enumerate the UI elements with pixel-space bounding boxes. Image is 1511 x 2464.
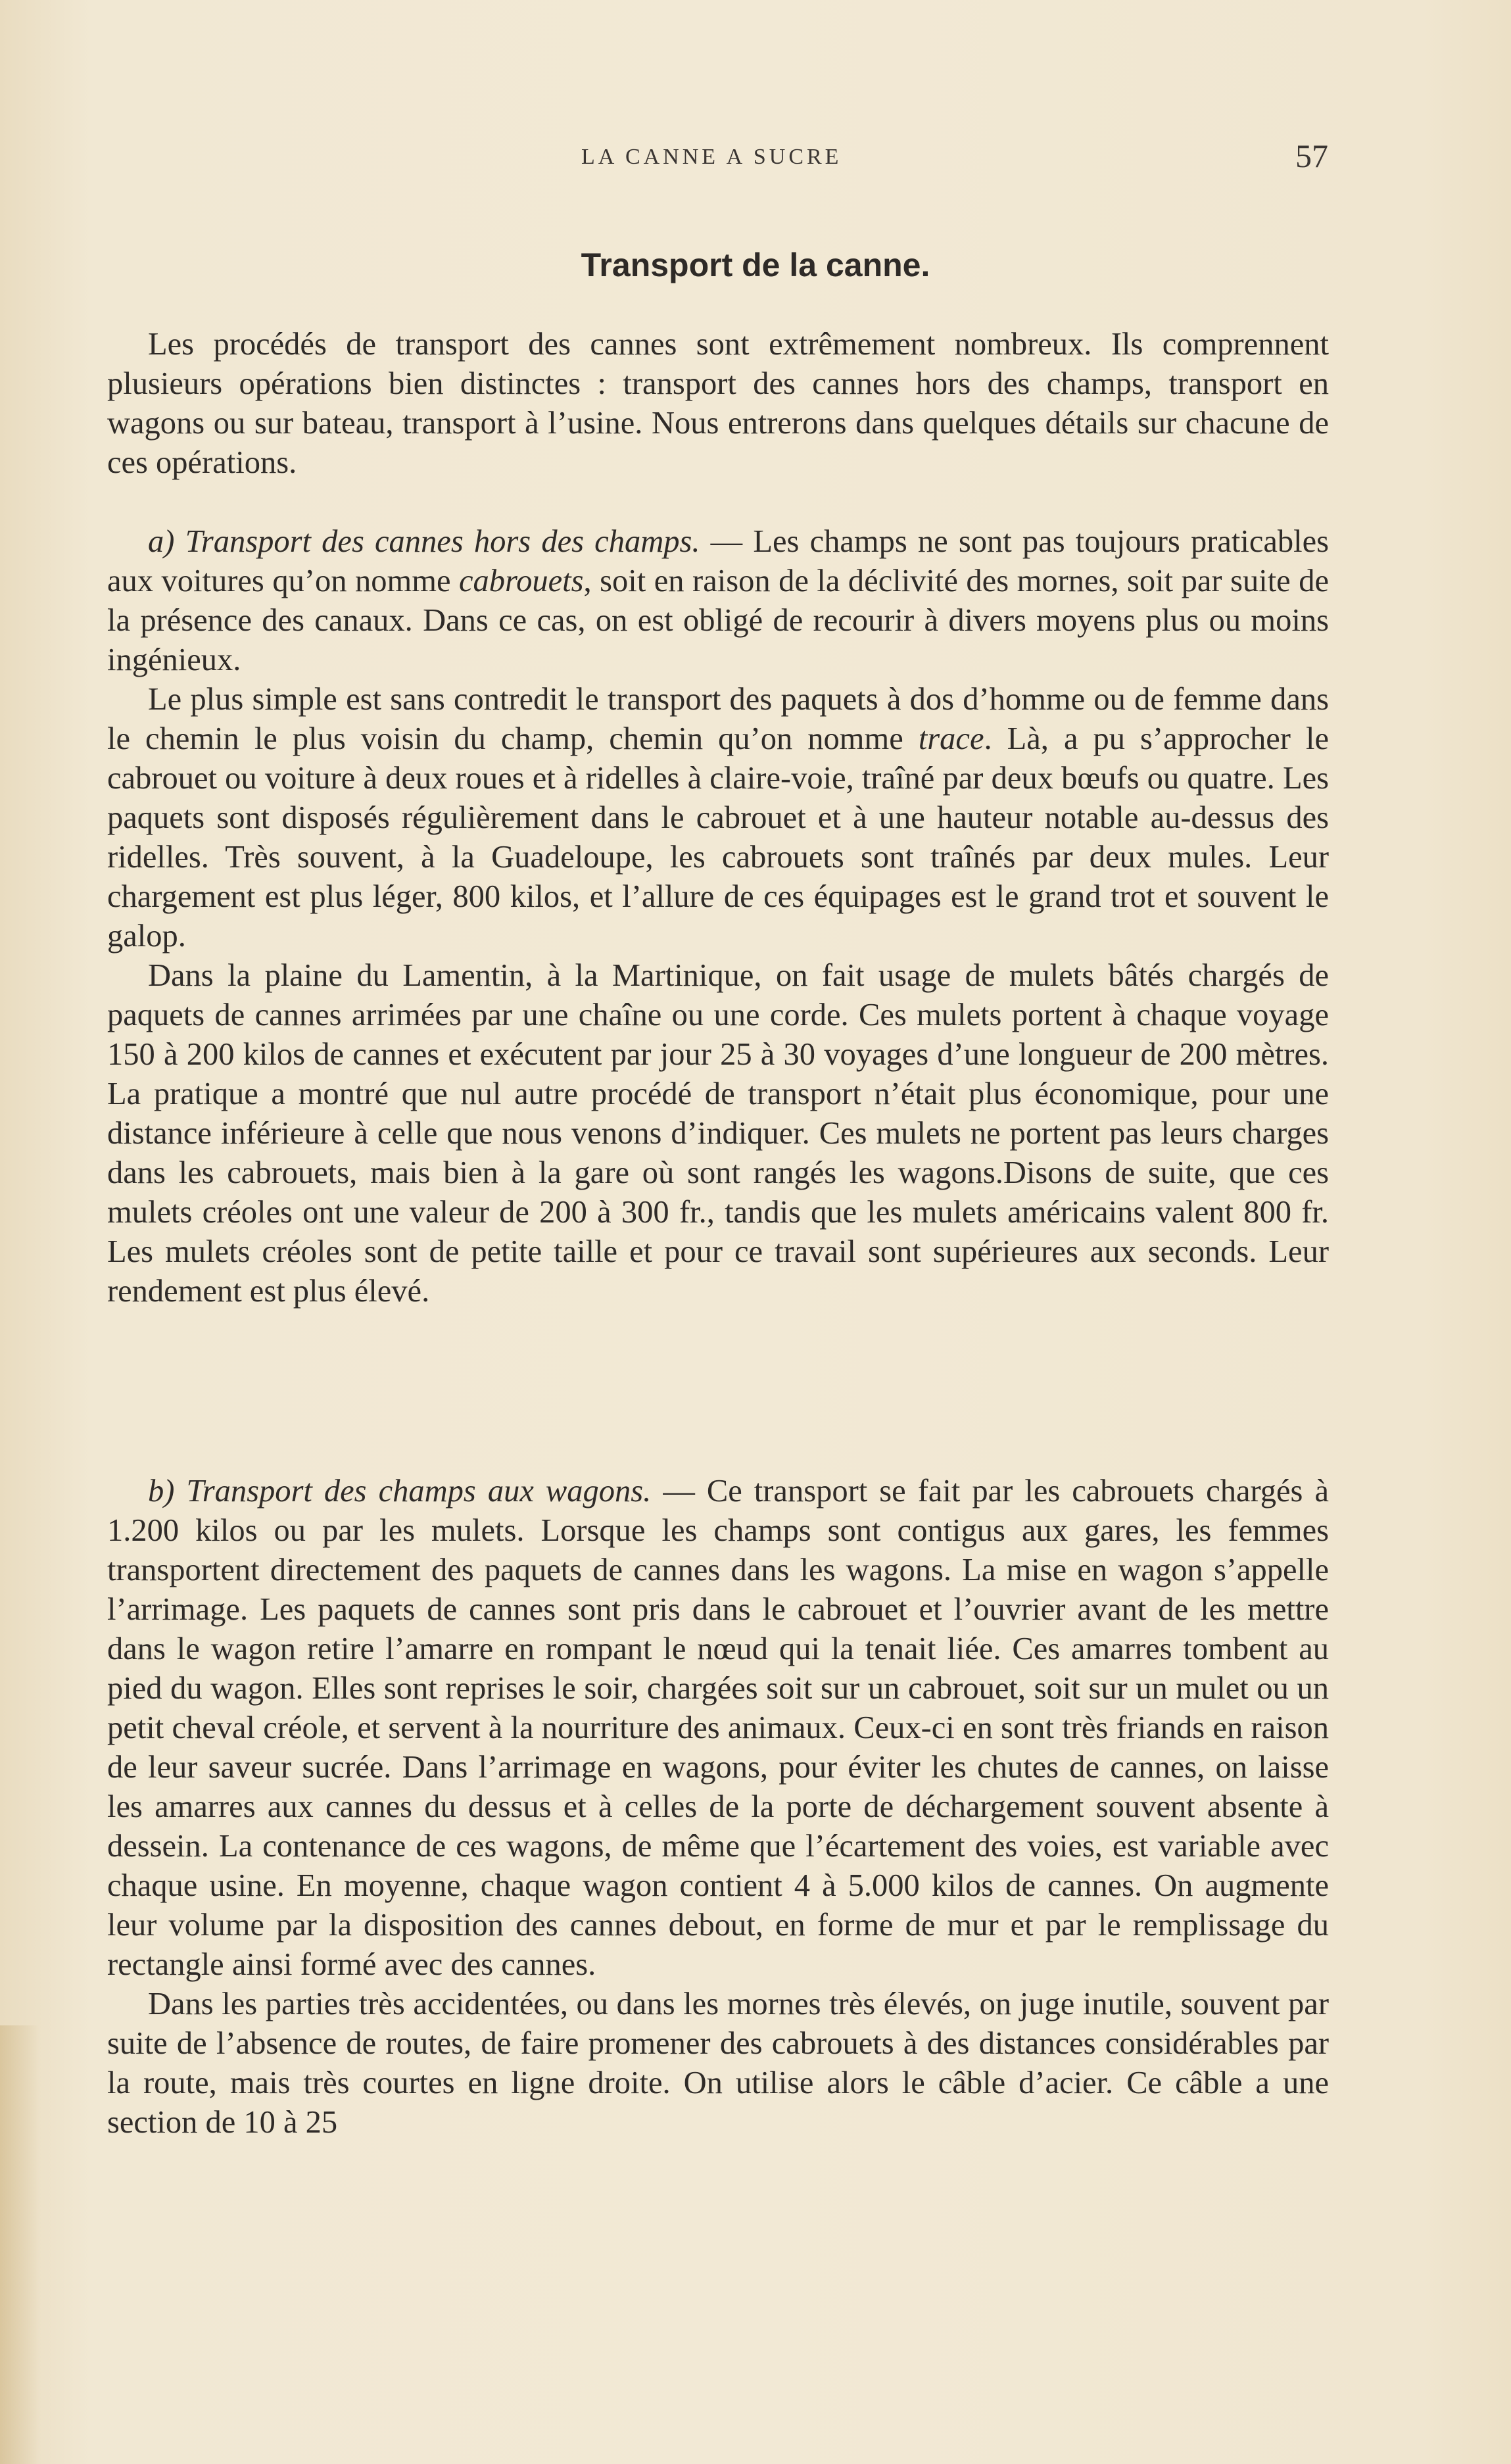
paper-stain	[0, 2025, 39, 2464]
section-a-heading: a) Transport des cannes hors des champs.	[148, 524, 700, 559]
running-title: LA CANNE A SUCRE	[581, 145, 842, 169]
section-a-block	[107, 522, 1329, 1311]
section-a-text-3: Le plus simple est sans contredit le transport des paquets à dos d’homme ou de femme dans le chemin le plus voisin du champ, chemin qu’on nomme	[107, 682, 1329, 756]
section-b-heading: b) Transport des champs aux wagons.	[148, 1474, 652, 1509]
section-a-text-2: , soit en raison de la déclivité des mornes, soit par suite de la présence des canaux. Dans ce cas, on est obligé de recourir à divers moyens plus ou moins ingénieux.	[107, 564, 1329, 677]
intro-block	[107, 325, 1329, 483]
section-b-text-1: — Ce transport se fait par les cabrouets chargés à 1.200 kilos ou par les mulets. Lorsque les champs sont contigus aux gares, les femmes transportent directement des paquets de cannes dans les wagons. La mise en wagon s’appelle l’arrimage. Les paquets de cannes sont pris dans le cabrouet et l’ouvrier avant de les mettre dans le wagon retire l’amarre en rompant le nœud qui la tenait liée. Ces amarres tombent au pied du wagon. Elles sont reprises le soir, chargées soit sur un cabrouet, soit sur un mulet ou un petit cheval créole, et servent à la nourriture des animaux. Ceux-ci en sont très friands en raison de leur saveur sucrée. Dans l’arrimage en wagons, pour éviter les chutes de cannes, on laisse les amarres aux cannes du dessus et à celles de la porte de déchargement souvent absente à dessein. La contenance de ces wagons, de même que l’écartement des voies, est variable avec chaque usine. En moyenne, chaque wagon contient 4 à 5.000 kilos de cannes. On augmente leur volume par la disposition des cannes debout, en forme de mur et par le remplissage du rectangle ainsi formé avec des cannes.	[107, 1474, 1329, 1982]
intro-paragraph: Les procédés de transport des cannes sont extrêmement nombreux. Ils comprennent plusieurs opérations bien distinctes : transport des cannes hors des champs, transport en wagons ou sur bateau, transport à l’usine. Nous entrerons dans quelques détails sur chacune de ces opérations.	[107, 327, 1329, 480]
running-header	[0, 137, 1511, 176]
section-a-text-1: — Les champs ne sont pas toujours praticables aux voitures qu’on nomme	[107, 524, 1329, 598]
section-a-paragraph-2	[107, 680, 1329, 956]
section-title: Transport de la canne.	[581, 247, 930, 283]
term-cabrouets: cabrouets	[459, 564, 584, 598]
section-b-paragraph-1	[107, 1472, 1329, 1985]
section-b-block	[107, 1472, 1329, 2142]
section-b-paragraph-2: Dans les parties très accidentées, ou dans les mornes très élevés, on juge inutile, souvent par suite de l’absence de routes, de faire promener des cabrouets à des distances considérables par la route, mais très courtes en ligne droite. On utilise alors le câble d’acier. Ce câble a une section de 10 à 25	[107, 1987, 1329, 2140]
page-number: 57	[1295, 137, 1328, 174]
section-a-paragraph-1	[107, 522, 1329, 680]
term-trace: trace	[918, 721, 984, 756]
section-a-text-4: . Là, a pu s’approcher le cabrouet ou voiture à deux roues et à ridelles à claire-voie, traîné par deux bœufs ou quatre. Les paquets sont disposés régulièrement dans le cabrouet et à une hauteur notable au-dessus des ridelles. Très souvent, à la Guadeloupe, les cabrouets sont traînés par deux mules. Leur chargement est plus léger, 800 kilos, et l’allure de ces équipages est le grand trot et souvent le galop.	[107, 721, 1329, 954]
section-a-paragraph-3: Dans la plaine du Lamentin, à la Martinique, on fait usage de mulets bâtés chargés de paquets de cannes arrimées par une chaîne ou une corde. Ces mulets portent à chaque voyage 150 à 200 kilos de cannes et exécutent par jour 25 à 30 voyages d’une longueur de 200 mètres. La pratique a montré que nul autre procédé de transport n’était plus économique, pour une distance inférieure à celle que nous venons d’indiquer. Ces mulets ne portent pas leurs charges dans les cabrouets, mais bien à la gare où sont rangés les wagons.Disons de suite, que ces mulets créoles ont une valeur de 200 à 300 fr., tandis que les mulets américains valent 800 fr. Les mulets créoles sont de petite taille et pour ce travail sont supérieures aux seconds. Leur rendement est plus élevé.	[107, 958, 1329, 1309]
